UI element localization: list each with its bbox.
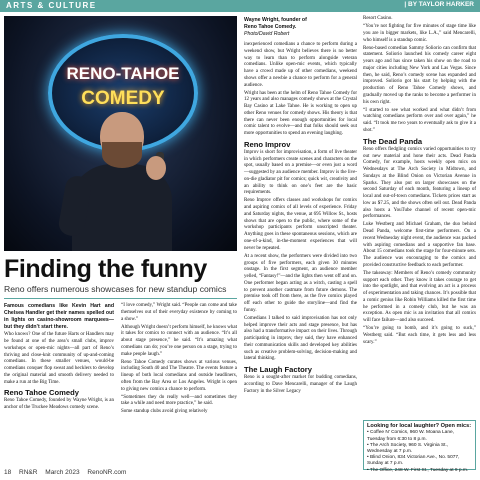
paragraph: “I love comedy,” Wright said. “People can come and take themselves out of their everyday existence by coming to a show.” bbox=[121, 303, 237, 322]
paragraph: Comedians I talked to said improvisation has not only helped improve their acts and stage presence, but has also had a transformative impact on their lives. Through participating in improv, they said, they have enhanced their communication skills and developed key abilities such as creative problem-solving, decision-making and lateral thinking. bbox=[244, 315, 357, 362]
section-label: ARTS & CULTURE bbox=[6, 1, 97, 10]
article-photo bbox=[4, 16, 237, 251]
page-footer bbox=[4, 469, 237, 476]
photo-credit: Photo/David Robert bbox=[244, 30, 290, 37]
paragraph: Reno-based comedian Sammy Soliorio can confirm that statement. Soliorio launched his comedy career eight years ago and has since taken his show on the road to major cities including New York and Las Vegas. Since then, he said, Reno’s comedy scene has expanded and improved. Soliorio got his start by helping with the production of Reno Tahoe Comedy shows, and gradually moved up the ranks to become a performer in his own right. bbox=[363, 45, 476, 105]
sign-line2: COMEDY bbox=[81, 88, 165, 109]
paragraph: “You’re going to bomb, and it’s going to suck,” Westberg said. “But each time, it gets less and less scary.” bbox=[363, 326, 476, 345]
paragraph: “You’re not fighting for five minutes of stage time like you are in bigger markets, like L.A.,” said Mencarelli, who himself is a standup comic. bbox=[363, 24, 476, 43]
website: RenoNR.com bbox=[87, 469, 127, 476]
paragraph: Who knows? One of the future Harts or Handlers may be found at one of the area’s small clubs, improv workshops or open-mic nights—all part of Reno’s thriving and close-knit community of up-and-coming comedians. In these smaller venues, would-be comedians conquer flop sweat and hecklers to develop the original material and smooth delivery needed to make a run at the Big Time. bbox=[4, 332, 114, 385]
paragraph: Reno Improv offers classes and workshops for comics and aspiring comics of all levels of experience. Friday and Saturday nights, the venue, at 695 Willow St., hosts shows that are open to the public, where some of the workshop participants perform unscripted theater. Anything goes in these spontaneous sessions, which are one-of-a-kind, in-the-moment experiences that will never be repeated. bbox=[244, 198, 357, 251]
byline: | BY TAYLOR HARKER bbox=[404, 1, 474, 8]
section-bar bbox=[0, 0, 480, 12]
column-3 bbox=[244, 42, 357, 397]
divider bbox=[4, 298, 237, 299]
open-mic-box bbox=[363, 420, 476, 473]
paragraph: “Sometimes they do really well—and sometimes they take a while and need more practice,” he said. bbox=[121, 394, 237, 407]
column-2 bbox=[121, 303, 237, 417]
paragraph: Resort Casino. bbox=[363, 16, 393, 21]
paragraph: “I started to see what worked and what didn’t from watching comedians perform over and over again,” he said. “It took me two years to eventually ask to give it a shot.” bbox=[363, 107, 476, 133]
paragraph: Reno is a sought-after market for budding comedians, according to Dave Mencarelli, manager of the Laugh Factory in the Silver Legacy bbox=[244, 375, 357, 394]
paragraph: Reno Tahoe Comedy curates shows at various venues, including South 40 and The Theatre. The events feature a lineup of both local comedians and outside headliners, often from the Bay Area or Los Angeles. Wright is open to giving new comics a chance to perform. bbox=[121, 359, 237, 392]
box-item: • Coffee N’ Comics, 960 W. Moana Lane, Tuesday from 6:30 to 8 p.m. bbox=[367, 430, 454, 442]
box-item: • The Arch Society, 960 S. Virginia St., Wednesday at 7 p.m. bbox=[367, 442, 449, 454]
caption-text: Wayne Wright, founder of Reno Tahoe Comedy. bbox=[244, 17, 307, 30]
headline: Finding the funny bbox=[4, 255, 207, 283]
box-title: Looking for local laughter? Open mics: bbox=[367, 423, 472, 429]
box-item: • The Office, 248 W. First St., Tuesday at 9 p.m. bbox=[367, 467, 469, 473]
subheading: Reno Improv bbox=[244, 139, 291, 149]
paragraph: Luke Westberg and Michael Graham, the duo behind Dead Panda, welcome first-time performers. On a recent Wednesday night event, the audience was packed with aspiring comedians and a supportive fan base. About 15 comedians took the stage for four-minute sets. The audience was encouraging to the comics and provided constructive feedback to each performer. bbox=[363, 222, 476, 268]
issue-date: March 2023 bbox=[45, 469, 80, 476]
photo-caption bbox=[244, 17, 318, 37]
paragraph: Reno offers fledgling comics varied opportunities to try out new material and hone their acts. Dead Panda Comedy, for example, hosts weekly open mics on Wednesdays at The Arch Society in Midtown, and Sundays at the Blind Onion on Victorian Avenue in Sparks. They also put on larger showcases on the second Saturday of each month, featuring a lineup of local and out-of-town comedians. Tickets prices start as low as $7.25, and the shows often sell out. Dead Panda also hosts a YouTube channel of recent open-mic performances. bbox=[363, 146, 476, 220]
paragraph: The takeaway: Members of Reno’s comedy community support each other. They know it takes courage to get into the spotlight, and that evolving an act is a process of experimentation and taking chances. It’s possible that a comic genius like Robin Williams killed the first time he performed in a comedy club, but he was an exception. As open mic is an invitation that all comics will face failure—and also succeed. bbox=[363, 270, 476, 324]
subheading: The Laugh Factory bbox=[244, 365, 312, 375]
sign-line1: RENO-TAHOE bbox=[66, 64, 180, 83]
subhead: Reno offers numerous showcases for new standup comics bbox=[4, 284, 227, 294]
magazine-name: RN&R bbox=[19, 469, 38, 476]
box-item: • Blind Onion, 834 Victorian Ave., No. 5077, Sunday at 7 p.m. bbox=[367, 455, 460, 467]
paragraph: Improv is short for improvisation, a form of live theater in which performers create scenes and characters on the spot, usually based on a premise—or even just a word—suggested by an audience member. Improv is the live-on-die gladiator pit for comics; quick wit, creativity and an ability to think on one’s feet are the basic requirements. bbox=[244, 149, 357, 196]
subheading: The Dead Panda bbox=[363, 136, 423, 146]
paragraph: inexperienced comedians a chance to perform during a weekend show, but Wright believes there is no better way to learn than to perform alongside veteran comedians. Unlike open-mic events, which typically have a crowd made up of other comedians, weekend shows offer a newbie a chance to perform for a general audience. bbox=[244, 42, 357, 88]
paragraph: At a recent show, the performers were divided into two groups of five performers, each given 30 minutes onstage. In the first segment, an audience member yelled, “Fantasy!”—and the lights then went off and on. One performer began acting as a witch, casting a spell to prevent another castmate from future demons. The premise took off from there, as the five comics played off each other to guide the storyline—and find the funny. bbox=[244, 253, 357, 313]
subheading: Reno Tahoe Comedy bbox=[4, 388, 79, 398]
paragraph: Wright has been at the helm of Reno Tahoe Comedy for 12 years and also manages comedy shows at the Crystal Bay Casino at Lake Tahoe. He is working to open up other Reno venues for comedy shows. His theory is that there can never been enough opportunities for local comic talent to evolve—and that folks should seek out more opportunities to spend an evening laughing. bbox=[244, 90, 357, 137]
comedian-figure bbox=[62, 112, 182, 251]
column-4 bbox=[363, 16, 476, 348]
paragraph: Reno Tahoe Comedy, founded by Wayne Wright, is an anchor of the Truckee Meadows comedy scene. bbox=[4, 398, 114, 411]
lead-paragraph: Famous comedians like Kevin Hart and Chelsea Handler get their names spelled out in lights on casino-showroom marquees— but they didn’t start there. bbox=[4, 303, 114, 331]
page-number: 18 bbox=[4, 469, 12, 476]
column-1 bbox=[4, 303, 114, 413]
paragraph: Although Wright doesn’t perform himself, he knows what it takes for comics to connect with an audience. “It’s all about stage presence,” he said. “It’s amazing what comedians can do; you’re one person on a stage, trying to make people laugh.” bbox=[121, 324, 237, 357]
paragraph: Some standup clubs avoid giving relatively bbox=[121, 409, 208, 415]
